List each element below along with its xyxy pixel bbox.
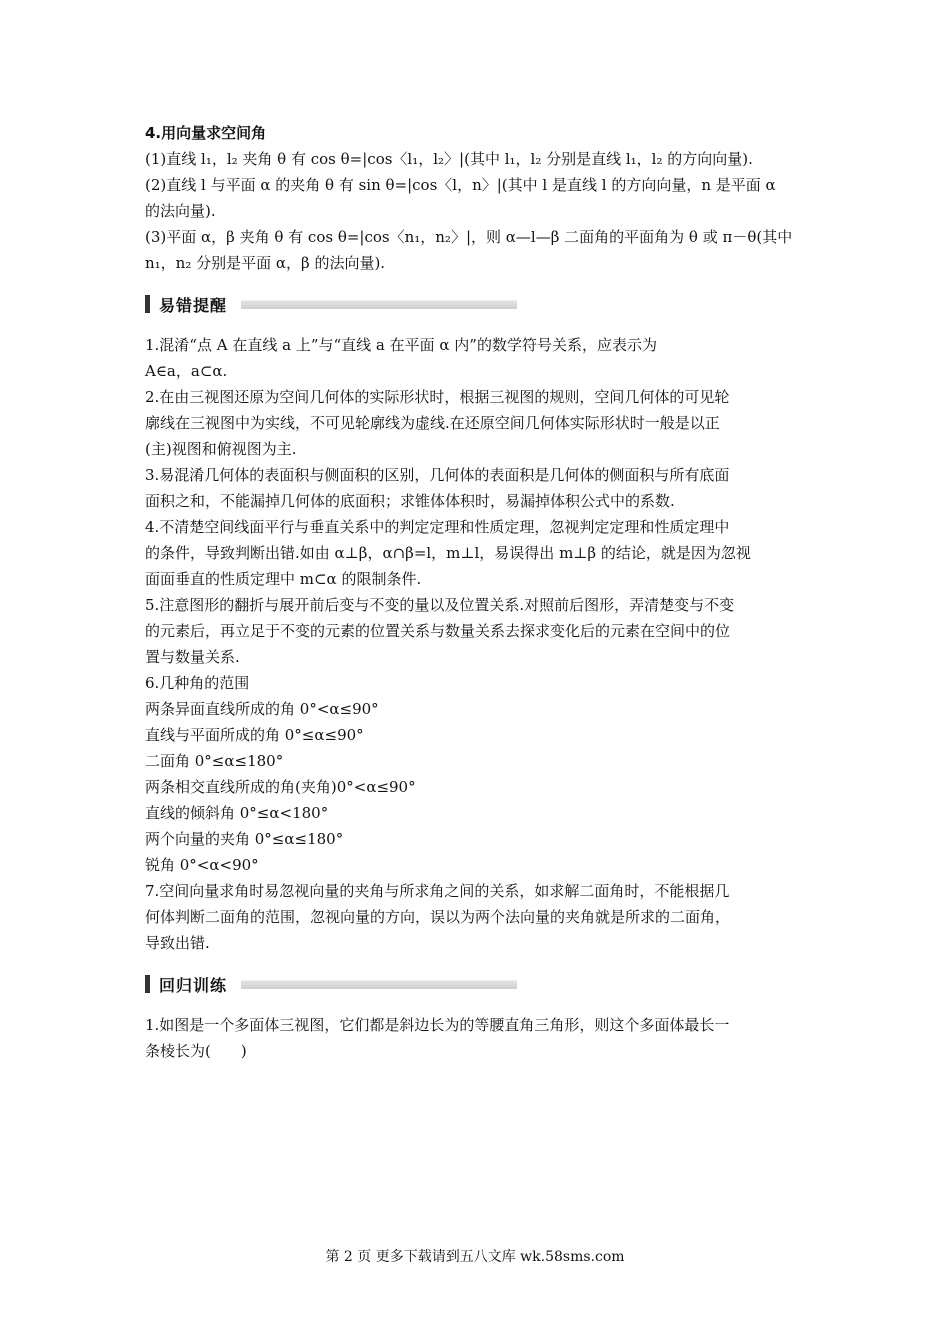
errors-section-header xyxy=(145,290,807,318)
errors-line-10: 面面垂直的性质定理中 m⊂α 的限制条件. xyxy=(145,570,422,588)
section-rule xyxy=(241,980,517,989)
section-rule xyxy=(241,300,517,309)
section-4-line-3: 的法向量). xyxy=(145,202,216,220)
section-4-line-4: (3)平面 α，β 夹角 θ 有 cos θ=|cos〈n₁，n₂〉|，则 α—l—β 二面角的平面角为 θ 或 π－θ(其中 xyxy=(145,228,793,246)
errors-line-16: 直线与平面所成的角 0°≤α≤90° xyxy=(145,726,364,744)
training-section-title: 回归训练 xyxy=(159,975,228,995)
errors-line-14: 6.几种角的范围 xyxy=(145,674,250,692)
document-page xyxy=(145,120,807,1064)
errors-line-4: 廓线在三视图中为实线，不可见轮廓线为虚线.在还原空间几何体实际形状时一般是以正 xyxy=(145,414,720,432)
errors-line-11: 5.注意图形的翻折与展开前后变与不变的量以及位置关系.对照前后图形，弄清楚变与不变 xyxy=(145,596,735,614)
errors-line-21: 锐角 0°<α<90° xyxy=(145,856,259,874)
errors-line-1: 1.混淆“点 A 在直线 a 上”与“直线 a 在平面 α 内”的数学符号关系，应表示为 xyxy=(145,336,657,354)
section-marker xyxy=(145,975,150,993)
training-line-1: 1.如图是一个多面体三视图，它们都是斜边长为的等腰直角三角形，则这个多面体最长一 xyxy=(145,1016,730,1034)
section-4-line-1: (1)直线 l₁，l₂ 夹角 θ 有 cos θ=|cos〈l₁，l₂〉|(其中 l₁，l₂ 分别是直线 l₁，l₂ 的方向向量). xyxy=(145,150,753,168)
errors-line-3: 2.在由三视图还原为空间几何体的实际形状时，根据三视图的规则，空间几何体的可见轮 xyxy=(145,388,730,406)
errors-line-24: 导致出错. xyxy=(145,934,210,952)
section-4-line-2: (2)直线 l 与平面 α 的夹角 θ 有 sin θ=|cos〈l，n〉|(其中 l 是直线 l 的方向向量，n 是平面 α xyxy=(145,176,776,194)
errors-line-8: 4.不清楚空间线面平行与垂直关系中的判定定理和性质定理，忽视判定定理和性质定理中 xyxy=(145,518,730,536)
errors-line-12: 的元素后，再立足于不变的元素的位置关系与数量关系去探求变化后的元素在空间中的位 xyxy=(145,622,731,640)
section-4-heading: 4.用向量求空间角 xyxy=(145,124,267,142)
errors-line-19: 直线的倾斜角 0°≤α<180° xyxy=(145,804,329,822)
training-section-header xyxy=(145,970,807,998)
errors-line-6: 3.易混淆几何体的表面积与侧面积的区别，几何体的表面积是几何体的侧面积与所有底面 xyxy=(145,466,730,484)
training-line-2: 条棱长为( ) xyxy=(145,1042,247,1060)
errors-line-5: (主)视图和俯视图为主. xyxy=(145,440,297,458)
errors-line-13: 置与数量关系. xyxy=(145,648,240,666)
errors-line-18: 两条相交直线所成的角(夹角)0°<α≤90° xyxy=(145,778,416,796)
errors-line-2: A∈a，a⊂α. xyxy=(145,362,228,380)
errors-line-20: 两个向量的夹角 0°≤α≤180° xyxy=(145,830,344,848)
section-marker xyxy=(145,295,150,313)
errors-line-23: 何体判断二面角的范围，忽视向量的方向，误以为两个法向量的夹角就是所求的二面角， xyxy=(145,908,731,926)
errors-line-7: 面积之和，不能漏掉几何体的底面积；求锥体体积时，易漏掉体积公式中的系数. xyxy=(145,492,675,510)
section-4-line-5: n₁，n₂ 分别是平面 α，β 的法向量). xyxy=(145,254,386,272)
errors-line-9: 的条件，导致判断出错.如由 α⊥β，α∩β=l，m⊥l，易误得出 m⊥β 的结论，就是因为忽视 xyxy=(145,544,751,562)
errors-line-22: 7.空间向量求角时易忽视向量的夹角与所求角之间的关系，如求解二面角时，不能根据几 xyxy=(145,882,730,900)
errors-section-title: 易错提醒 xyxy=(159,295,228,315)
errors-line-17: 二面角 0°≤α≤180° xyxy=(145,752,284,770)
page-footer: 第 2 页 更多下载请到五八文库 wk.58sms.com xyxy=(325,1249,625,1265)
errors-line-15: 两条异面直线所成的角 0°<α≤90° xyxy=(145,700,379,718)
